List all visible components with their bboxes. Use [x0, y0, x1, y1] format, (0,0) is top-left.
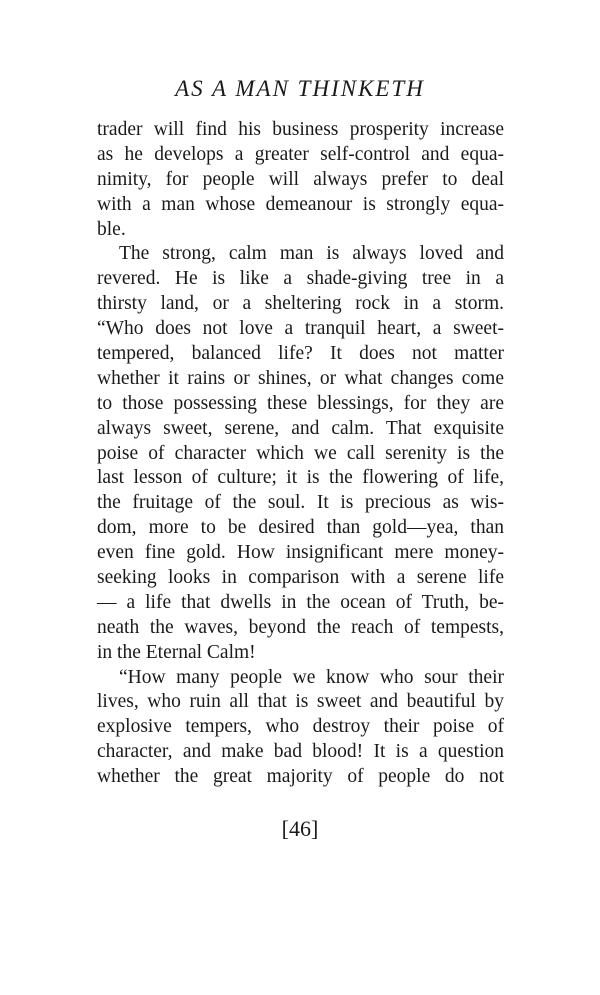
- text-line: ble.: [97, 218, 126, 240]
- text-line: last lesson of culture; it is the flowering of life,: [97, 467, 504, 489]
- text-line: thirsty land, or a sheltering rock in a storm.: [97, 293, 504, 315]
- text-line: trader will find his business prosperity increase: [97, 119, 504, 140]
- text-line: as he develops a greater self-control and equa-: [97, 143, 504, 165]
- text-line: poise of character which we call serenity is the: [97, 442, 504, 464]
- text-line: even fine gold. How insignificant mere money-: [97, 542, 504, 564]
- body-text: [97, 118, 504, 790]
- text-line: seeking looks in comparison with a serene life: [97, 567, 504, 589]
- text-line: whether the great majority of people do not: [97, 766, 504, 788]
- text-line: character, and make bad blood! It is a question: [97, 741, 504, 763]
- text-line: “How many people we know who sour their: [119, 666, 504, 688]
- text-line: with a man whose demeanour is strongly equa-: [97, 193, 504, 215]
- text-line: revered. He is like a shade-giving tree in a: [97, 268, 504, 290]
- page-number: [46]: [281, 816, 319, 841]
- text-line: always sweet, serene, and calm. That exquisite: [97, 417, 504, 439]
- text-line: whether it rains or shines, or what changes come: [97, 367, 504, 389]
- text-line: — a life that dwells in the ocean of Truth, be-: [97, 591, 504, 613]
- text-line: “Who does not love a tranquil heart, a sweet-: [97, 318, 504, 340]
- text-line: The strong, calm man is always loved and: [119, 243, 504, 265]
- text-line: tempered, balanced life? It does not matter: [97, 343, 504, 365]
- text-line: dom, more to be desired than gold—yea, than: [97, 517, 504, 539]
- text-line: neath the waves, beyond the reach of tempests,: [97, 616, 504, 638]
- running-header-title: AS A MAN THINKETH: [175, 76, 425, 101]
- text-line: the fruitage of the soul. It is precious as wis-: [97, 492, 504, 514]
- text-line: explosive tempers, who destroy their poise of: [97, 716, 504, 738]
- text-line: to those possessing these blessings, for they are: [97, 392, 504, 414]
- text-line: nimity, for people will always prefer to deal: [97, 168, 504, 190]
- text-line: lives, who ruin all that is sweet and beautiful by: [97, 691, 504, 713]
- text-line: in the Eternal Calm!: [97, 641, 256, 663]
